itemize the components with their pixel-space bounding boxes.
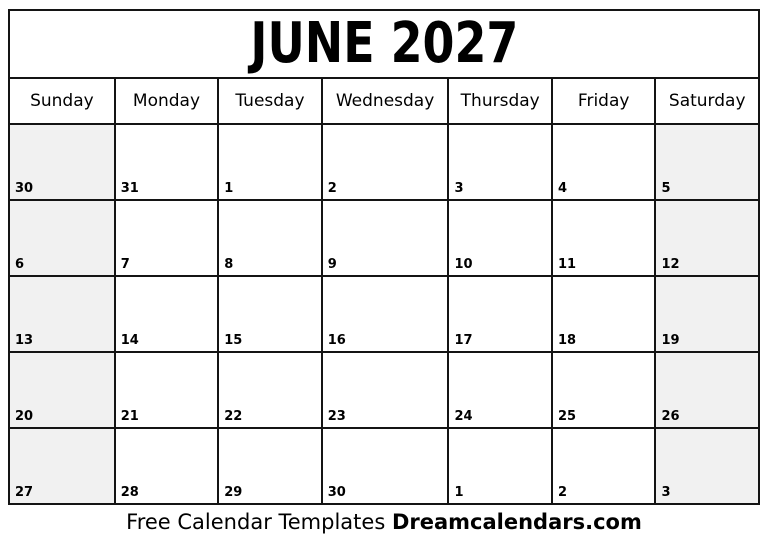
day-cell: 26 [655, 352, 759, 428]
day-cell: 18 [552, 276, 655, 352]
day-cell: 27 [9, 428, 115, 504]
week-row-4 [9, 352, 759, 428]
day-cell: 31 [115, 124, 218, 200]
day-cell: 10 [448, 200, 551, 276]
week-row-2 [9, 200, 759, 276]
calendar-table [8, 77, 760, 505]
weekday-header-sunday: Sunday [9, 78, 115, 124]
weekday-header-tuesday: Tuesday [218, 78, 321, 124]
day-cell: 15 [218, 276, 321, 352]
day-cell: 11 [552, 200, 655, 276]
footer-brand: Dreamcalendars.com [391, 510, 642, 534]
weekday-header-row [9, 78, 759, 124]
day-cell: 2 [552, 428, 655, 504]
day-cell: 14 [115, 276, 218, 352]
day-cell: 19 [655, 276, 759, 352]
day-cell: 30 [9, 124, 115, 200]
week-row-1 [9, 124, 759, 200]
day-cell: 6 [9, 200, 115, 276]
day-cell: 30 [322, 428, 449, 504]
weekday-header-thursday: Thursday [448, 78, 551, 124]
weekday-header-friday: Friday [552, 78, 655, 124]
day-cell: 13 [9, 276, 115, 352]
calendar-month-title: JUNE 2027 [250, 11, 518, 76]
day-cell: 29 [218, 428, 321, 504]
day-cell: 20 [9, 352, 115, 428]
weekday-header-wednesday: Wednesday [322, 78, 449, 124]
week-row-5 [9, 428, 759, 504]
day-cell: 7 [115, 200, 218, 276]
weekday-header-monday: Monday [115, 78, 218, 124]
day-cell: 9 [322, 200, 449, 276]
day-cell: 16 [322, 276, 449, 352]
day-cell: 23 [322, 352, 449, 428]
weekday-header-saturday: Saturday [655, 78, 759, 124]
day-cell: 21 [115, 352, 218, 428]
day-cell: 3 [448, 124, 551, 200]
week-row-3 [9, 276, 759, 352]
day-cell: 5 [655, 124, 759, 200]
footer-text: Free Calendar Templates [126, 510, 386, 534]
day-cell: 1 [448, 428, 551, 504]
day-cell: 17 [448, 276, 551, 352]
footer [8, 510, 760, 535]
day-cell: 4 [552, 124, 655, 200]
day-cell: 22 [218, 352, 321, 428]
day-cell: 3 [655, 428, 759, 504]
day-cell: 25 [552, 352, 655, 428]
day-cell: 8 [218, 200, 321, 276]
day-cell: 28 [115, 428, 218, 504]
calendar-title-box [8, 9, 760, 77]
day-cell: 12 [655, 200, 759, 276]
day-cell: 1 [218, 124, 321, 200]
day-cell: 2 [322, 124, 449, 200]
day-cell: 24 [448, 352, 551, 428]
